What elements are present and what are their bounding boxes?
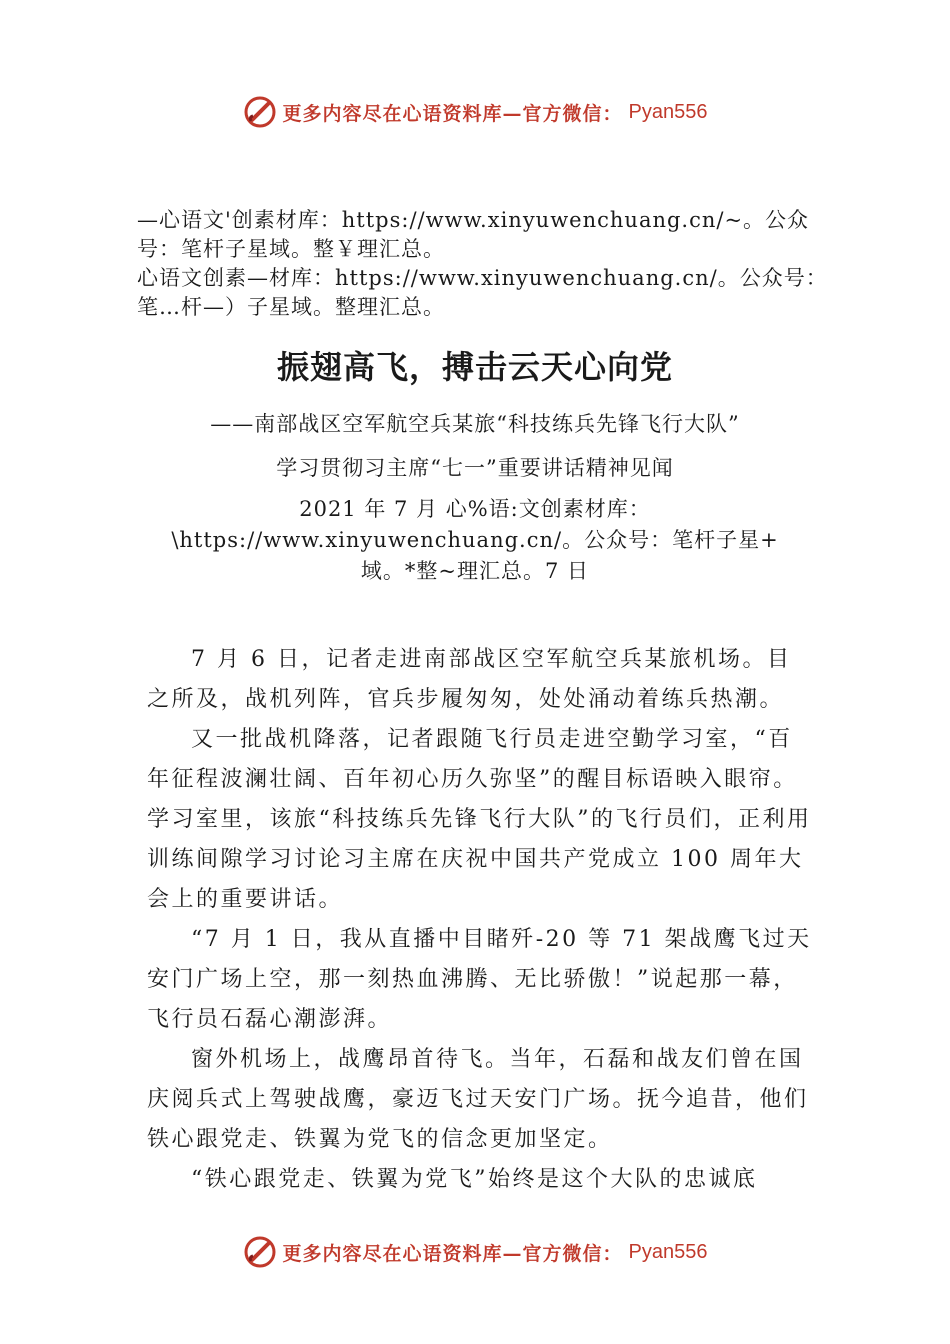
brush-logo-icon <box>243 95 277 129</box>
wechat-account: Pyan556 <box>628 100 708 123</box>
article-title: 振翅高飞，搏击云天心向党 <box>276 348 673 386</box>
date-line-part: 域。*整~理汇总。7 日 <box>360 559 590 583</box>
article-subtitle: 学习贯彻习主席“七一”重要讲话精神见闻 <box>276 456 674 480</box>
paragraph: 7 月 6 日，记者走进南部战区空军航空兵某旅机场。目之所及，战机列阵，官兵步履匆匆，处处涌动着练兵热潮。 <box>147 647 792 712</box>
paragraph: “铁心跟党走、铁翼为党飞”始终是这个大队的忠诚底 <box>191 1167 758 1192</box>
date-line-part: 2021 年 7 月 心%语:文创素材库： <box>299 497 651 521</box>
date-line <box>150 494 800 587</box>
article-body <box>147 640 812 1200</box>
brush-logo-icon <box>243 1235 277 1269</box>
wechat-account: Pyan556 <box>628 1240 708 1263</box>
paragraph: “7 月 1 日，我从直播中目睹歼-20 等 71 架战鹰飞过天安门广场上空，那一刻热血沸腾、无比骄傲！”说起那一幕，飞行员石磊心潮澎湃。 <box>147 927 812 1032</box>
header-banner <box>0 92 950 132</box>
paragraph: 窗外机场上，战鹰昂首待飞。当年，石磊和战友们曾在国庆阅兵式上驾驶战鹰，豪迈飞过天安门广场。抚今追昔，他们铁心跟党走、铁翼为党飞的信念更加坚定。 <box>147 1047 809 1152</box>
date-line-part: \https://www.xinyuwenchuang.cn/。公众号：笔杆子星+ <box>171 528 779 552</box>
source-line: 心语文创素—材库：https://www.xinyuwenchuang.cn/。公众号：笔…杆—）子星域。整理汇总。 <box>137 266 828 319</box>
banner-text: 更多内容尽在心语资料库—官方微信： <box>282 1242 623 1265</box>
footer-banner <box>0 1232 950 1272</box>
source-line: —心语文'创素材库：https://www.xinyuwenchuang.cn/~。公众号：笔杆子星域。整￥理汇总。 <box>137 208 810 261</box>
paragraph: 又一批战机降落，记者跟随飞行员走进空勤学习室，“百年征程波澜壮阔、百年初心历久弥坚”的醒目标语映入眼帘。学习室里，该旅“科技练兵先锋飞行大队”的飞行员们，正利用训练间隙学习讨论习主席在庆祝中国共产党成立 100 周年大会上的重要讲话。 <box>147 727 812 912</box>
article-subtitle: ——南部战区空军航空兵某旅“科技练兵先锋飞行大队” <box>210 412 740 436</box>
banner-text: 更多内容尽在心语资料库—官方微信： <box>282 102 623 125</box>
